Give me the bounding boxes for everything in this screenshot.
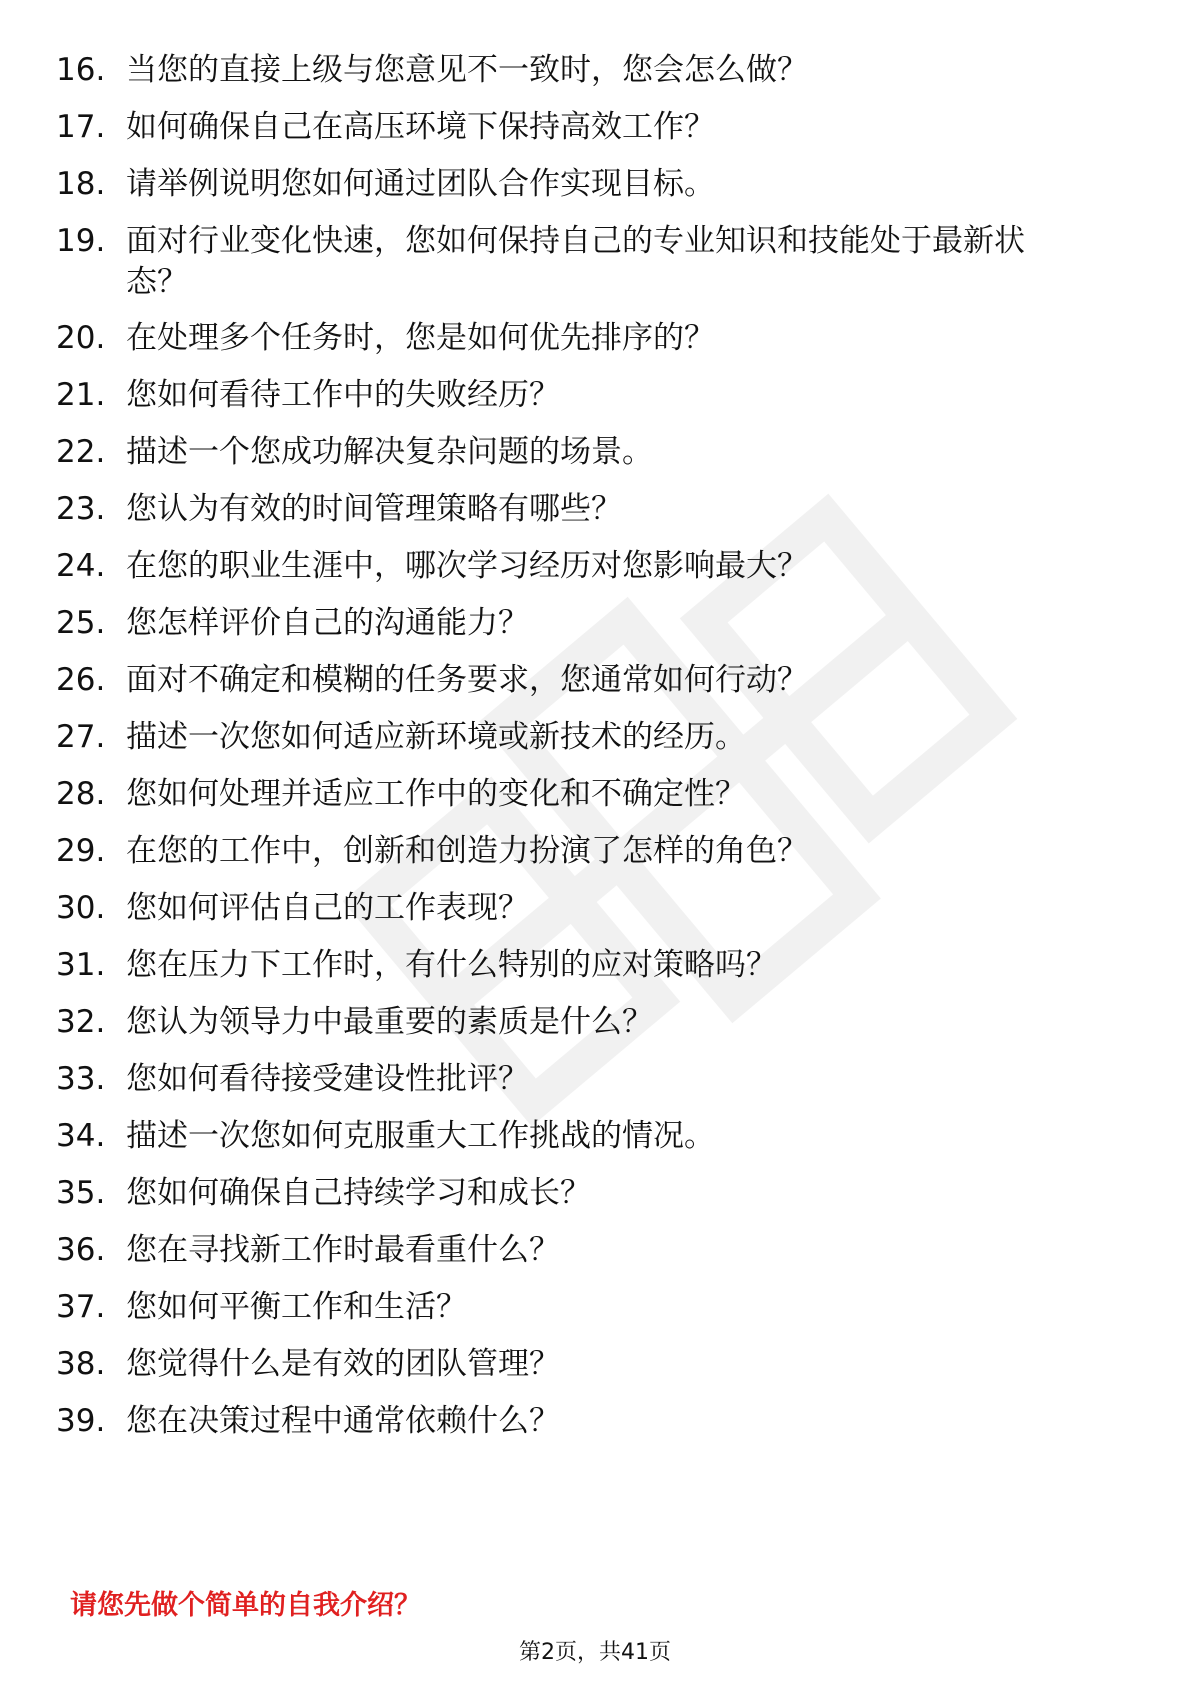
question-text: 您在寻找新工作时最看重什么？ <box>126 1232 560 1268</box>
question-number: 26. <box>56 662 106 698</box>
question-item <box>56 945 1136 1002</box>
question-number: 18. <box>56 166 106 202</box>
question-number: 36. <box>56 1232 106 1268</box>
question-number: 31. <box>56 947 106 983</box>
question-item <box>56 1287 1136 1344</box>
question-item <box>56 1173 1136 1230</box>
question-text: 当您的直接上级与您意见不一致时，您会怎么做？ <box>126 52 808 88</box>
question-number: 28. <box>56 776 106 812</box>
question-text: 您如何看待工作中的失败经历？ <box>126 377 560 413</box>
question-text: 如何确保自己在高压环境下保持高效工作？ <box>126 109 715 145</box>
question-item <box>56 1002 1136 1059</box>
question-item <box>56 888 1136 945</box>
question-text: 在您的职业生涯中，哪次学习经历对您影响最大？ <box>126 548 808 584</box>
question-number: 23. <box>56 491 106 527</box>
question-number: 29. <box>56 833 106 869</box>
question-text: 您觉得什么是有效的团队管理？ <box>126 1346 560 1382</box>
question-number: 37. <box>56 1289 106 1325</box>
intro-question: 请您先做个简单的自我介绍？ <box>70 1590 421 1621</box>
question-item <box>56 107 1136 164</box>
question-number: 30. <box>56 890 106 926</box>
question-text: 您如何平衡工作和生活？ <box>126 1289 467 1325</box>
question-number: 33. <box>56 1061 106 1097</box>
question-number: 25. <box>56 605 106 641</box>
question-number: 20. <box>56 320 106 356</box>
question-text: 您如何确保自己持续学习和成长？ <box>126 1175 591 1211</box>
question-number: 39. <box>56 1403 106 1439</box>
question-text: 描述一次您如何克服重大工作挑战的情况。 <box>126 1118 715 1154</box>
question-number: 35. <box>56 1175 106 1211</box>
question-text: 在处理多个任务时，您是如何优先排序的？ <box>126 320 715 356</box>
question-item <box>56 1401 1136 1458</box>
question-text: 您在压力下工作时，有什么特别的应对策略吗？ <box>126 947 777 983</box>
question-number: 16. <box>56 52 106 88</box>
question-text: 描述一个您成功解决复杂问题的场景。 <box>126 434 653 470</box>
question-item <box>56 1059 1136 1116</box>
question-text: 在您的工作中，创新和创造力扮演了怎样的角色？ <box>126 833 808 869</box>
question-text: 您如何看待接受建设性批评？ <box>126 1061 529 1097</box>
question-number: 17. <box>56 109 106 145</box>
question-item <box>56 164 1136 221</box>
question-text: 您如何处理并适应工作中的变化和不确定性？ <box>126 776 746 812</box>
question-text: 您怎样评价自己的沟通能力？ <box>126 605 529 641</box>
question-text: 面对不确定和模糊的任务要求，您通常如何行动？ <box>126 662 808 698</box>
question-text: 您认为领导力中最重要的素质是什么？ <box>126 1004 653 1040</box>
question-item <box>56 546 1136 603</box>
question-item <box>56 432 1136 489</box>
question-item <box>56 660 1136 717</box>
question-number: 19. <box>56 223 106 259</box>
question-text: 描述一次您如何适应新环境或新技术的经历。 <box>126 719 746 755</box>
question-number: 38. <box>56 1346 106 1382</box>
question-item <box>56 717 1136 774</box>
question-number: 27. <box>56 719 106 755</box>
question-item <box>56 489 1136 546</box>
question-item <box>56 50 1136 107</box>
question-item <box>56 774 1136 831</box>
question-item <box>56 831 1136 888</box>
question-number: 34. <box>56 1118 106 1154</box>
question-item <box>56 1116 1136 1173</box>
question-text: 您在决策过程中通常依赖什么？ <box>126 1403 560 1439</box>
question-text: 您如何评估自己的工作表现？ <box>126 890 529 926</box>
question-number: 24. <box>56 548 106 584</box>
question-text: 面对行业变化快速，您如何保持自己的专业知识和技能处于最新状态？ <box>126 223 1025 300</box>
question-text: 您认为有效的时间管理策略有哪些？ <box>126 491 622 527</box>
question-number: 21. <box>56 377 106 413</box>
question-text: 请举例说明您如何通过团队合作实现目标。 <box>126 166 715 202</box>
question-item <box>56 221 1136 318</box>
question-item <box>56 1344 1136 1401</box>
question-item <box>56 1230 1136 1287</box>
question-item <box>56 375 1136 432</box>
question-item <box>56 603 1136 660</box>
question-item <box>56 318 1136 375</box>
question-list <box>56 50 1136 1458</box>
page-number: 第2页，共41页 <box>519 1640 671 1665</box>
question-number: 32. <box>56 1004 106 1040</box>
question-number: 22. <box>56 434 106 470</box>
